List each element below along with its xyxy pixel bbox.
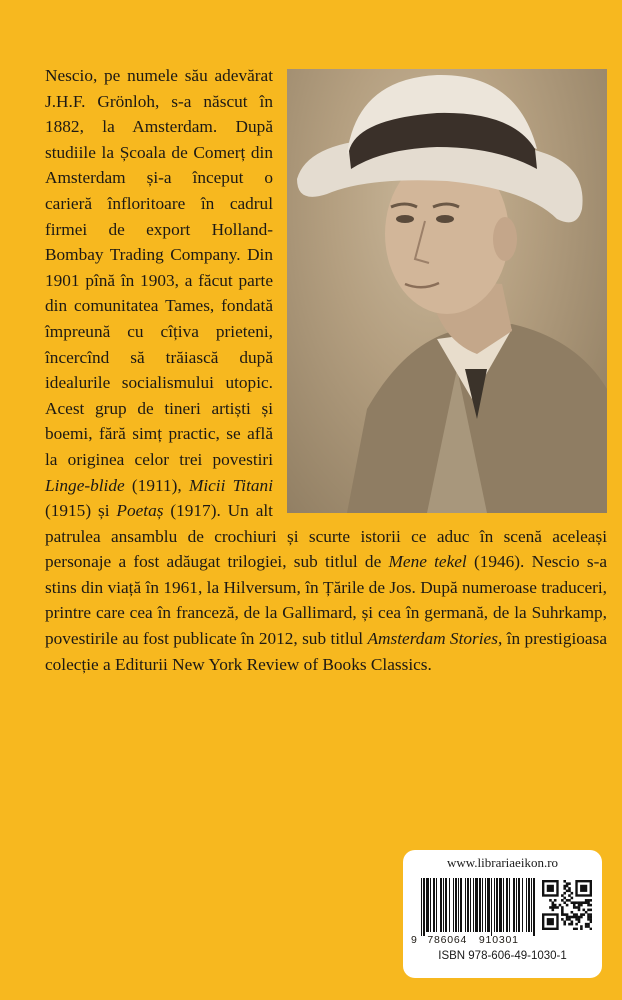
barcode-right-digits: 910301 <box>478 934 519 946</box>
isbn-barcode <box>419 878 537 936</box>
barcode-left-digits: 786064 <box>427 934 468 946</box>
book-title-mene-tekel: Mene tekel <box>388 552 467 572</box>
bio-text-part-1: Nescio, pe numele său adevărat J.H.F. Grönloh, s-a născut în 1882, la Amsterdam. După studiile la Școala de Comerț din Amsterdam și-a început o carieră înfloritoare în cadrul firmei de export Holland-Bombay Trading Company. Din 1901 pînă în 1903, a făcut parte din comunitatea Tames, fondată împreună cu cîțiva prieteni, încercînd să trăiască după idealurile socialismului utopic. Acest grup de tineri artiști și boemi, fără simț practic, se află la originea celor trei povestiri <box>45 66 273 469</box>
isbn-number: ISBN 978-606-49-1030-1 <box>438 950 567 962</box>
author-portrait-illustration <box>287 69 607 513</box>
book-title-poetas: Poetaș <box>116 501 164 521</box>
book-title-linge-blide: Linge-blide <box>45 475 125 495</box>
book-title-amsterdam-stories: Amsterdam Stories <box>367 629 498 649</box>
bio-text-part-4: (1917). Un alt patrulea ansamblu de crochiuri și scurte istorii ce aduc în scenă aceleași personaje a fost adăugat trilogiei, sub titlul de <box>45 501 607 572</box>
bio-text-part-5: (1946). Nescio s-a stins din viață în 1961, la Hilversum, în Țările de Jos. După numeroase traduceri, printre care cea în franceză, de la Gallimard, și cea în germană, de la Suhrkamp, povestirile au fost publicate în 2012, sub titlul <box>45 552 607 649</box>
back-cover-content <box>45 63 607 677</box>
qr-code <box>542 880 592 930</box>
author-portrait-photo <box>287 69 607 513</box>
barcode-card <box>403 850 602 978</box>
bio-text-part-6: , în prestigioasa colecție a Editurii New York Review of Books Classics. <box>45 629 608 674</box>
publisher-website: www.librariaeikon.ro <box>446 855 559 870</box>
bio-text-part-2: (1911), <box>124 475 189 495</box>
barcode-first-digit: 9 <box>411 934 418 946</box>
book-title-micii-titani: Micii Titani <box>188 475 273 495</box>
barcode-digits <box>411 934 519 946</box>
bio-text-part-3: (1915) și <box>45 501 117 521</box>
